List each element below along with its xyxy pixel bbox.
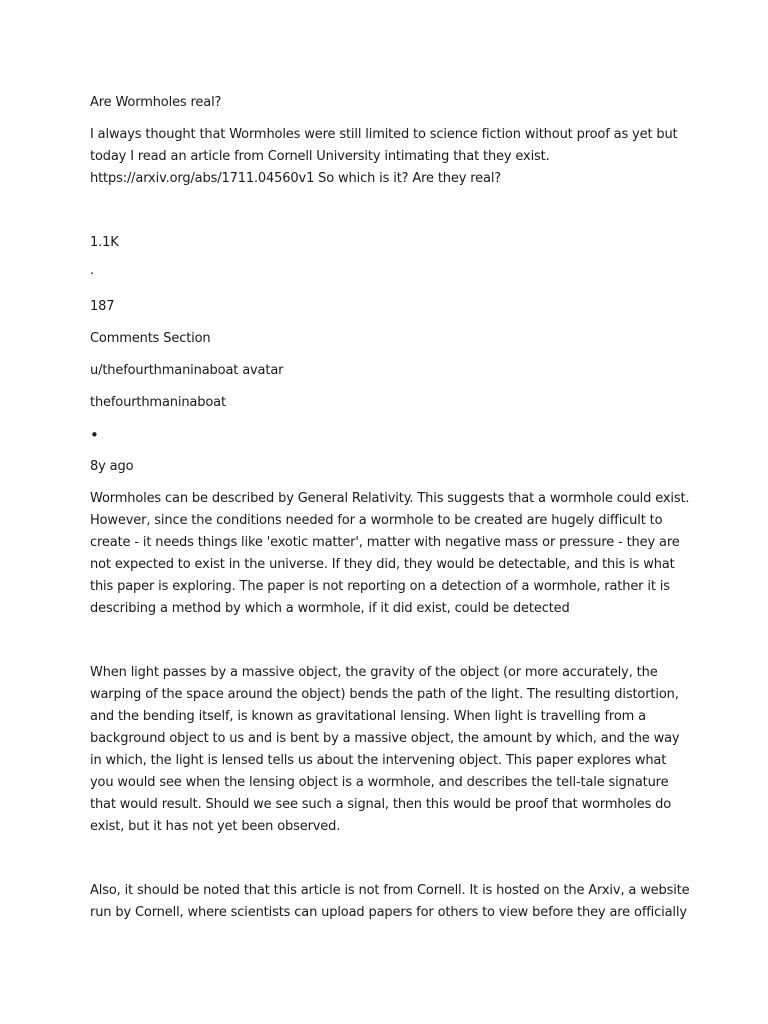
meta-separator: · [90, 267, 94, 282]
comment-paragraph: Also, it should be noted that this article is not from Cornell. It is hosted on the Arxiv, a website run by Cornell, where scientists can upload papers for others to view before they are officially [90, 883, 690, 920]
post-body: I always thought that Wormholes were still limited to science fiction without proof as yet but today I read an article from Cornell University intimating that they exist. https://arxiv.org/abs/1711.04560v1 So which is it? Are they real? [90, 127, 678, 186]
post-title: Are Wormholes real? [90, 95, 222, 110]
comments-section-heading: Comments Section [90, 331, 211, 346]
post-score: 1.1K [90, 235, 119, 250]
comment-count: 187 [90, 299, 115, 314]
comment-paragraph: When light passes by a massive object, the gravity of the object (or more accurately, the warping of the space around the object) bends the path of the light. The resulting distortion, and the bending itself, is known as gravitational lensing. When light is travelling from a background object to us and is bent by a massive object, the amount by which, and the way in which, the light is lensed tells us about the intervening object. This paper explores what you would see when the lensing object is a wormhole, and describes the tell-tale signature that would result. Should we see such a signal, then this would be proof that wormholes do exist, but it has not yet been observed. [90, 665, 680, 834]
comment-paragraph: Wormholes can be described by General Relativity. This suggests that a wormhole could exist. However, since the conditions needed for a wormhole to be created are hugely difficult to create - it needs things like 'exotic matter', matter with negative mass or pressure - they are not expected to exist in the universe. If they did, they would be detectable, and this is what this paper is exploring. The paper is not reporting on a detection of a wormhole, rather it is describing a method by which a wormhole, if it did exist, could be detected [90, 491, 690, 616]
document-page [90, 92, 690, 924]
avatar-alt-text: u/thefourthmaninaboat avatar [90, 363, 284, 378]
comment-age: 8y ago [90, 459, 134, 474]
bullet-separator: • [90, 426, 99, 444]
comment-username: thefourthmaninaboat [90, 395, 226, 410]
